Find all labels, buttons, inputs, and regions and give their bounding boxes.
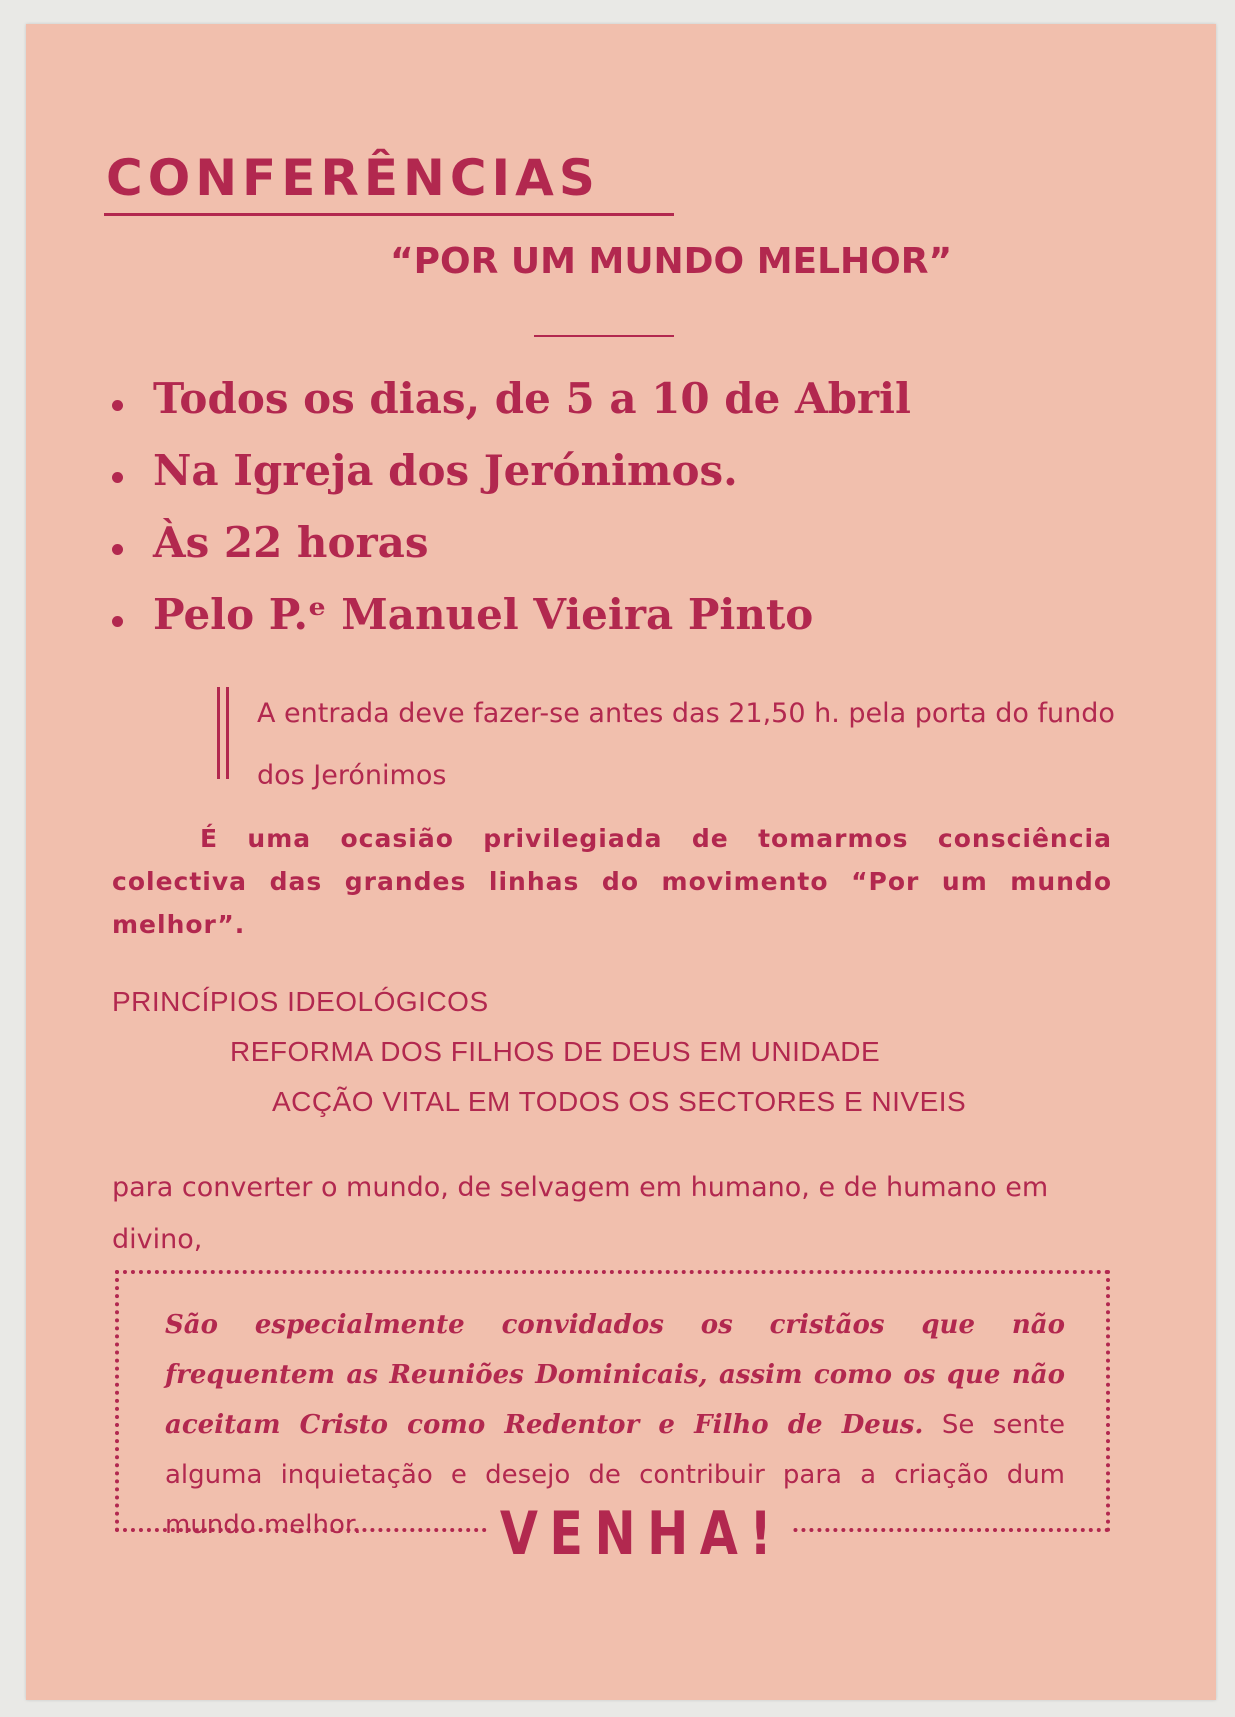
title-underline [104, 213, 674, 216]
convert-paragraph: para converter o mundo, de selvagem em humano, e de humano em divino, [112, 1172, 1049, 1255]
entrance-note [217, 683, 1117, 791]
entrance-note-text: A entrada deve fazer-se antes das 21,50 h. pela porta do fundo dos Jerónimos [257, 698, 1115, 791]
event-detail-item [112, 507, 1112, 579]
poster-title: CONFERÊNCIAS [106, 149, 600, 207]
note-bar [217, 687, 220, 779]
principles-heading: PRINCÍPIOS IDEOLÓGICOS [112, 986, 489, 1017]
poster-subtitle: “POR UM MUNDO MELHOR” [390, 241, 953, 282]
invitation-italic: São especialmente convidados os cristãos que não frequentem as Reuniões Dominicais, assim como os que não aceitam Cristo como Redentor e Filho de Deus. [165, 1310, 1065, 1440]
event-dates: Todos os dias, de 5 a 10 de Abril [153, 374, 911, 423]
event-venue: Na Igreja dos Jerónimos. [153, 446, 738, 495]
event-speaker: Pelo P.ᵉ Manuel Vieira Pinto [153, 590, 814, 639]
event-detail-item [112, 363, 1112, 435]
event-detail-item [112, 435, 1112, 507]
note-bar [226, 687, 229, 779]
bullet-icon [112, 616, 123, 627]
bullet-icon [112, 472, 123, 483]
divider [534, 335, 674, 337]
principle-item: REFORMA DOS FILHOS DE DEUS EM UNIDADE [230, 1036, 881, 1067]
bullet-icon [112, 544, 123, 555]
call-to-action: VENHA! [490, 1498, 793, 1570]
invitation-normal: Se sente alguma inquietação e desejo de contribuir para a criação dum mundo melhor. [165, 1410, 1065, 1540]
bullet-icon [112, 400, 123, 411]
event-detail-item [112, 579, 1112, 651]
event-details-list [112, 363, 1112, 651]
principle-item: ACÇÃO VITAL EM TODOS OS SECTORES E NIVEIS [272, 1086, 967, 1117]
event-time: Às 22 horas [153, 518, 429, 567]
occasion-paragraph: É uma ocasião privilegiada de tomarmos consciência colectiva das grandes linhas do movimento “Por um mundo melhor”. [112, 824, 1112, 939]
